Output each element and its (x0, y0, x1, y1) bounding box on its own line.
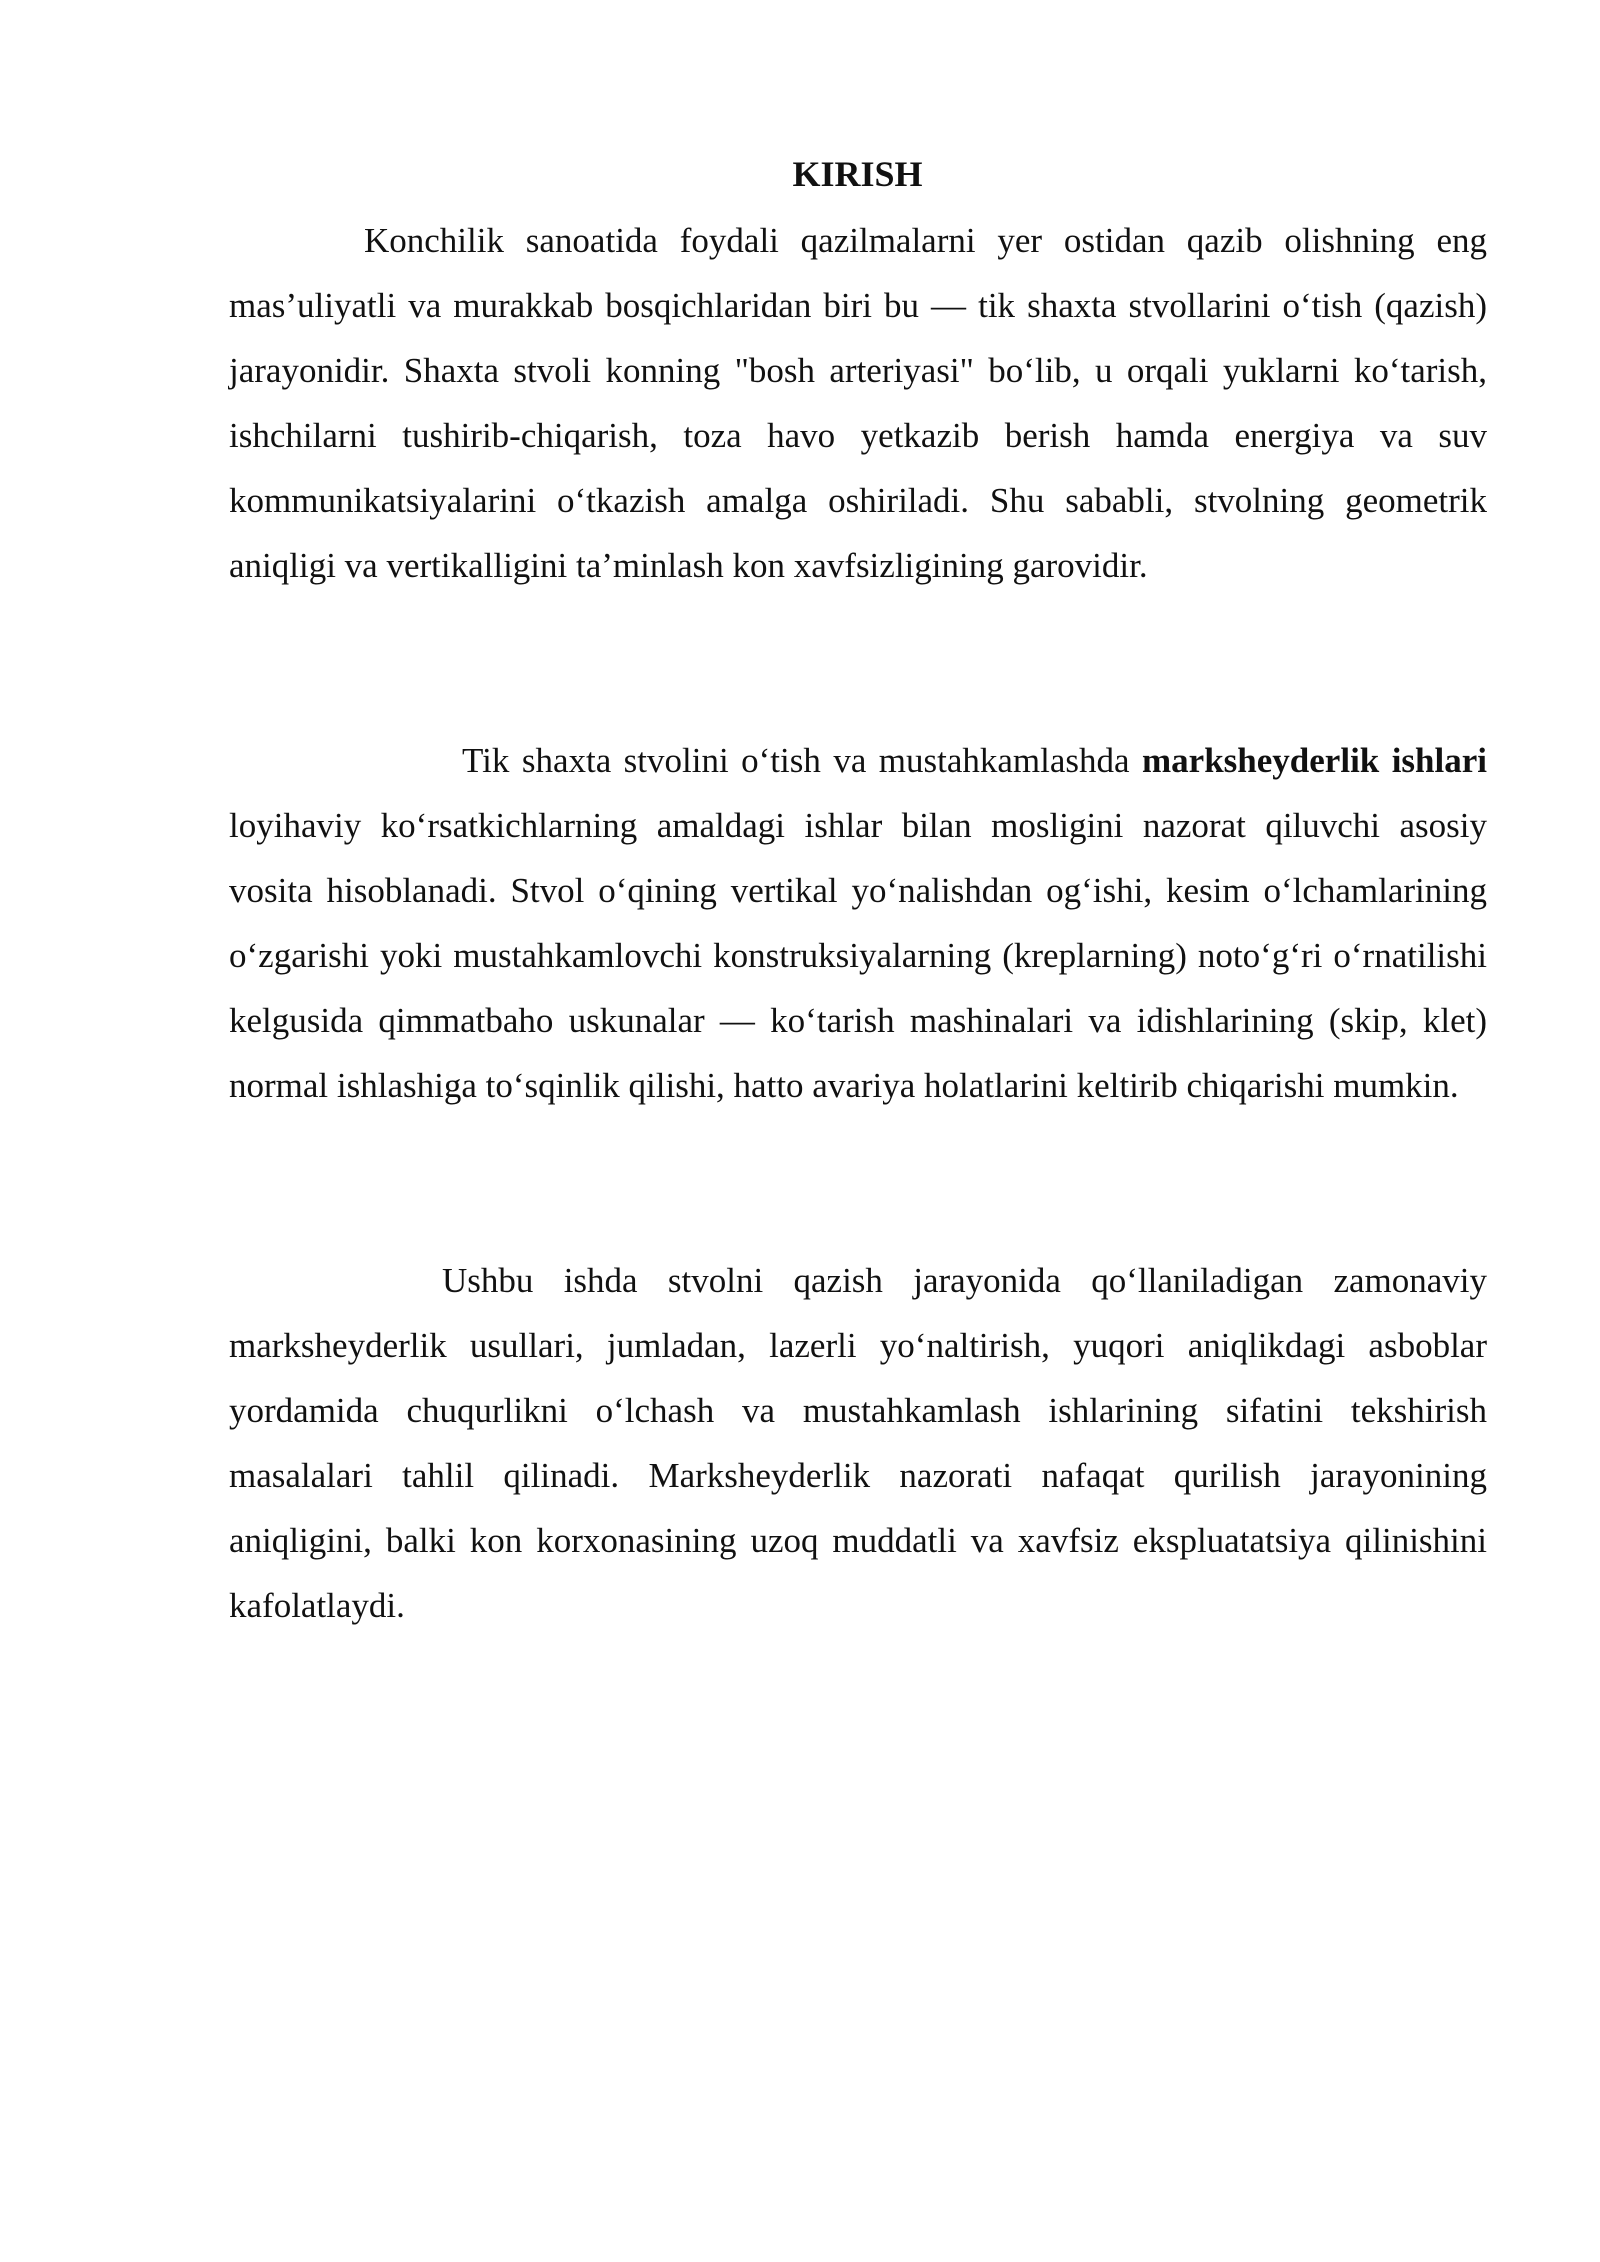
page-title: KIRISH (792, 154, 923, 194)
paragraph-2 (229, 728, 1487, 1118)
paragraph-2-lead: Tik shaxta stvolini o‘tish va mustahkamlashda (462, 741, 1143, 780)
paragraph-2-bold-term: marksheyderlik ishlari (1142, 741, 1487, 780)
paragraph-2-rest: loyihaviy ko‘rsatkichlarning amaldagi ishlar bilan mosligini nazorat qiluvchi asosiy vosita hisoblanadi. Stvol o‘qining vertikal yo‘nalishdan og‘ishi, kesim o‘lchamlarining o‘zgarishi yoki mustahkamlovchi konstruksiyalarning (kreplarning) noto‘g‘ri o‘rnatilishi kelgusida qimmatbaho uskunalar — ko‘tarish mashinalari va idishlarining (skip, klet) normal ishlashiga to‘sqinlik qilishi, hatto avariya holatlarini keltirib chiqarishi mumkin. (229, 806, 1487, 1105)
paragraph-1: Konchilik sanoatida foydali qazilmalarni yer ostidan qazib olishning eng mas’uliyatli va murakkab bosqichlaridan biri bu — tik shaxta stvollarini o‘tish (qazish) jarayonidir. Shaxta stvoli konning "bosh arteriyasi" bo‘lib, u orqali yuklarni ko‘tarish, ishchilarni tushirib-chiqarish, toza havo yetkazib berish hamda energiya va suv kommunikatsiyalarini o‘tkazish amalga oshiriladi. Shu sababli, stvolning geometrik aniqligi va vertikalligini ta’minlash kon xavfsizligining garovidir. (229, 221, 1487, 585)
paragraph-3: Ushbu ishda stvolni qazish jarayonida qo‘llaniladigan zamonaviy marksheyderlik usullari, jumladan, lazerli yo‘naltirish, yuqori aniqlikdagi asboblar yordamida chuqurlikni o‘lchash va mustahkamlash ishlarining sifatini tekshirish masalalari tahlil qilinadi. Marksheyderlik nazorati nafaqat qurilish jarayonining aniqligini, balki kon korxonasining uzoq muddatli va xavfsiz ekspluatatsiya qilinishini kafolatlaydi. (229, 1261, 1487, 1625)
